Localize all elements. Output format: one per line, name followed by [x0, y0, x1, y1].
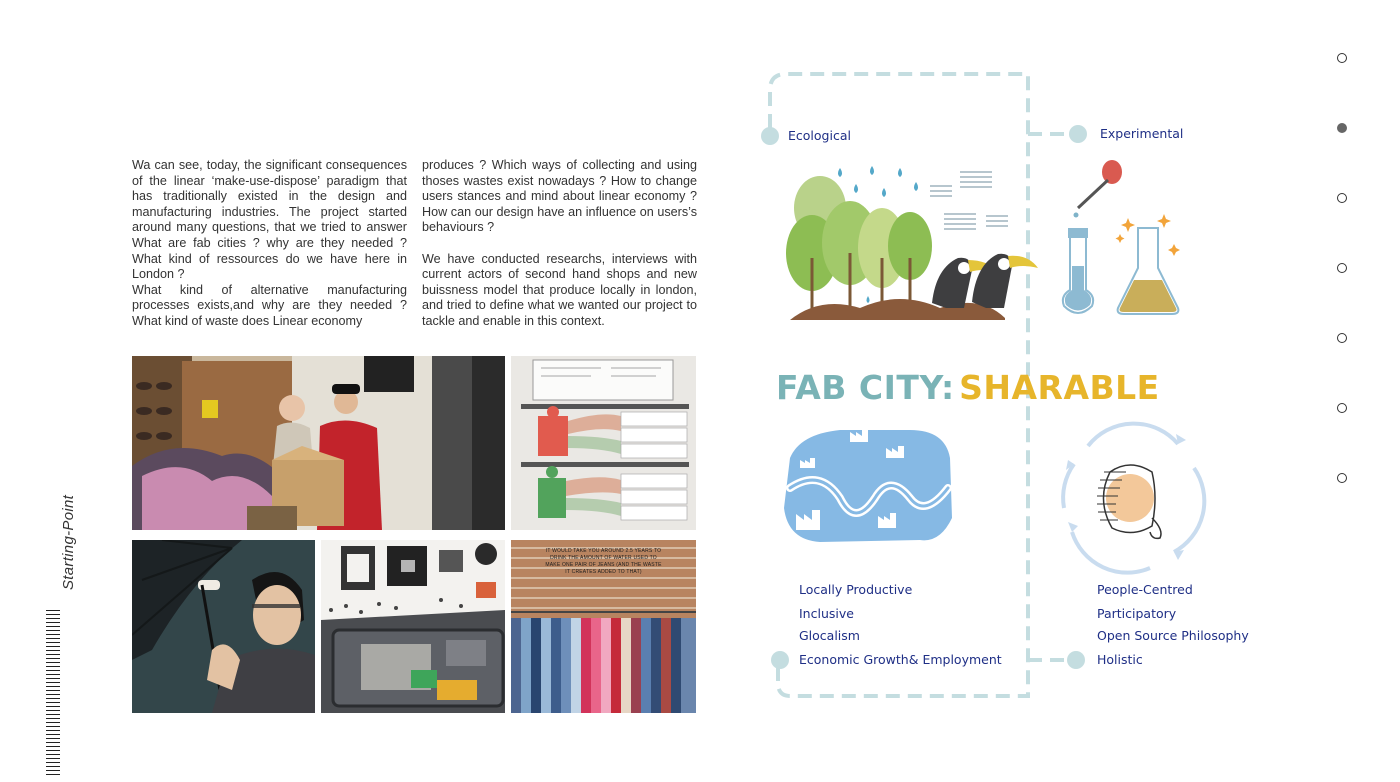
label-holistic: Holistic: [1097, 652, 1143, 667]
text-column-right: [422, 158, 697, 330]
label-people-centred: People-Centred: [1097, 582, 1193, 597]
photo-second-hand-shop: [132, 356, 505, 530]
label-open-source: Open Source Philosophy: [1097, 628, 1249, 643]
photo-disassembled-printer: [321, 540, 505, 713]
local-map-illustration: [784, 430, 952, 542]
nav-dot-3[interactable]: [1337, 193, 1347, 203]
nav-dot-5[interactable]: [1337, 333, 1347, 343]
lab-equipment-illustration: [1063, 160, 1180, 314]
paragraph: Wa can see, today, the significant consequences of the linear ‘make-use-dispose’ paradigm that has traditionally existed in the design and manufacturing industries. The project started around many questions, that we tried to answer What are fab cities ? why are they needed ? What kind of ressources do we have here in London ?: [132, 158, 407, 282]
photo-person-umbrella: [132, 540, 315, 713]
section-label-text: Starting-Point: [60, 494, 77, 590]
wall-sign-text: IT WOULD TAKE YOU AROUND 2.5 YEARS TO DRINK THE AMOUNT OF WATER USED TO MAKE ONE PAIR OF JEANS (AND THE WASTE IT CREATES ADDED TO THAT): [545, 548, 662, 575]
ruler-decoration: [46, 610, 60, 778]
fab-city-infographic: [760, 68, 1260, 708]
nav-dot-7[interactable]: [1337, 473, 1347, 483]
connector-node: [761, 127, 779, 145]
nav-dot-2[interactable]: [1337, 123, 1347, 133]
label-participatory: Participatory: [1097, 606, 1177, 621]
paragraph: We have conducted researchs, interviews with current actors of second hand shops and new buissness model that produce locally in london, and tried to define what we wanted our project to tackle and enable in this context.: [422, 251, 697, 328]
label-experimental: Experimental: [1100, 126, 1184, 141]
nav-dot-6[interactable]: [1337, 403, 1347, 413]
label-inclusive: Inclusive: [799, 606, 854, 621]
nav-dot-1[interactable]: [1337, 53, 1347, 63]
photo-clothing-rack: [511, 540, 696, 713]
label-glocalism: Glocalism: [799, 628, 860, 643]
section-label: [38, 494, 77, 595]
trees-birds-illustration: [786, 166, 1038, 320]
people-centred-illustration: [1063, 424, 1204, 573]
label-ecological: Ecological: [788, 128, 851, 143]
paragraph: What kind of alternative manufacturing processes exists,and why are they needed ? What kind of waste does Linear economy: [132, 282, 407, 328]
photo-research-diagram: [511, 356, 696, 530]
text-column-left: [132, 158, 407, 330]
paragraph: produces ? Which ways of collecting and using thoses wastes exist nowadays ? How to change users stances and mind about linear economy ? How can our design have an influence on users’s behaviours ?: [422, 158, 697, 235]
label-economic-growth: Economic Growth& Employment: [799, 652, 1002, 667]
label-locally-productive: Locally Productive: [799, 582, 913, 597]
connector-node: [771, 651, 789, 669]
title-sharable: SHARABLE: [959, 368, 1160, 407]
connector-node: [1067, 651, 1085, 669]
connector-node: [1069, 125, 1087, 143]
infographic-title: [776, 368, 1160, 407]
title-fab-city: FAB CITY:: [776, 368, 955, 407]
nav-dot-4[interactable]: [1337, 263, 1347, 273]
